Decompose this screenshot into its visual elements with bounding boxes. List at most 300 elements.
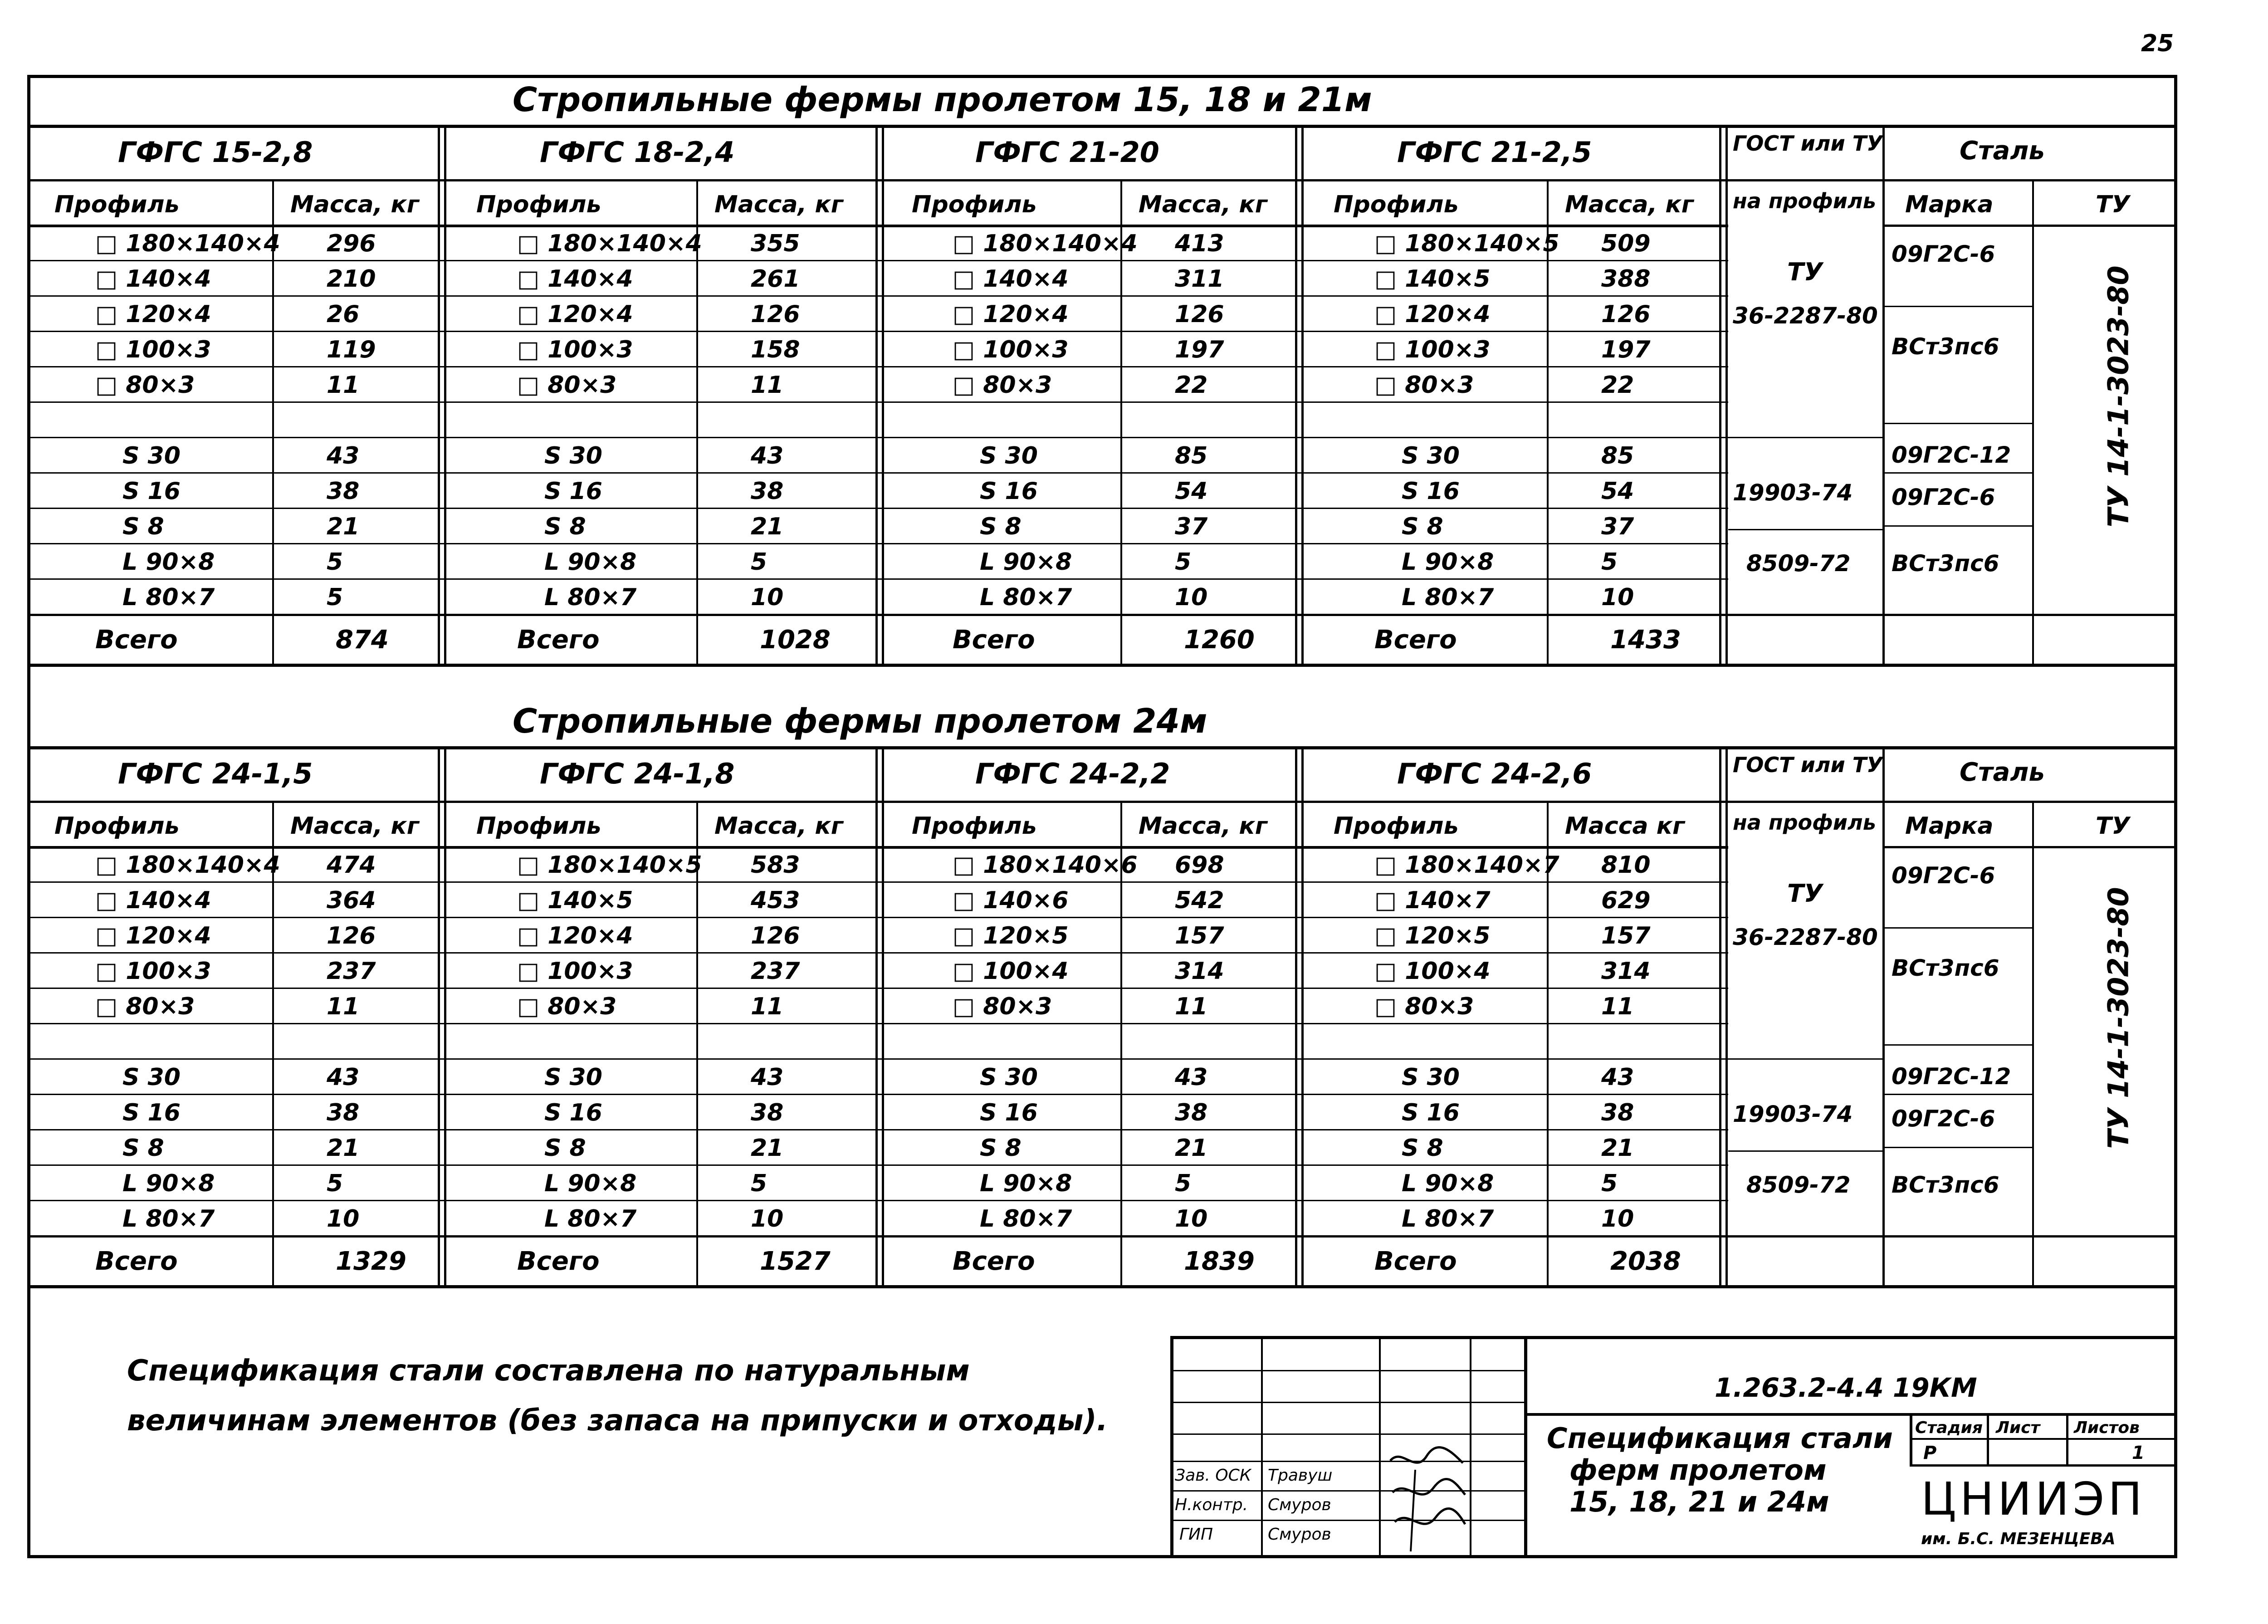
sheet-title-2: ферм пролетом [1569,1453,1827,1487]
row-rule [27,1094,1728,1095]
profile-cell: S 30 [544,442,602,470]
mass-cell: 38 [327,1099,360,1126]
profile-cell: S 8 [1402,513,1443,540]
tb-row-line [1170,1433,1524,1435]
truss-name: ГФГС 24-2,6 [1397,757,1592,790]
mass-cell: 43 [327,1064,360,1091]
row-rule [1882,306,2032,307]
profile-cell: □ 140×4 [95,265,211,293]
row-rule [1882,846,2177,848]
profile-cell: S 8 [980,1135,1022,1162]
mass-cell: 509 [1601,230,1651,257]
row-rule [27,437,1728,438]
mass-cell: 11 [327,993,360,1020]
truss-name: ГФГС 24-2,2 [975,757,1170,790]
tb-row-line [1170,1520,1524,1521]
mass-cell: 474 [327,851,376,879]
profile-header: Профиль [476,812,601,840]
gost-value: 36-2287-80 [1733,303,1878,329]
total-label: Всего [517,625,600,655]
tb-row-line [1170,1370,1524,1371]
profile-cell: L 80×7 [1402,584,1494,611]
mass-cell: 38 [1175,1099,1208,1126]
tb-top-line [1170,1336,2177,1339]
marka-value: 09Г2С-6 [1892,241,1995,267]
marka-header: Марка [1905,191,1994,218]
profile-cell: S 16 [1402,478,1460,505]
row-rule [27,260,1728,261]
profile-cell: □ 80×3 [953,372,1052,399]
table-rule [27,664,2177,667]
mass-header: Масса, кг [290,191,419,218]
mass-cell: 22 [1175,372,1208,399]
mass-cell: 698 [1175,851,1224,879]
profile-cell: □ 180×140×4 [95,851,280,879]
profile-cell: L 90×8 [544,1170,637,1197]
person-role: Зав. ОСК [1175,1466,1251,1485]
mass-cell: 158 [751,336,800,363]
page-number: 25 [2141,30,2174,57]
col-rule [444,746,446,1285]
total-value: 2038 [1610,1247,1681,1276]
tb-row-line [1524,1413,2177,1416]
profile-cell: □ 120×4 [953,301,1069,328]
profile-cell: S 8 [980,513,1022,540]
gost-value: 19903-74 [1733,479,1853,506]
profile-cell: L 90×8 [1402,1170,1494,1197]
mass-cell: 311 [1175,265,1224,293]
mass-cell: 21 [1601,1135,1634,1162]
gost-value: 8509-72 [1746,1172,1851,1198]
row-rule [27,881,1728,883]
profile-cell: □ 100×3 [517,336,633,363]
col-rule [1725,125,1728,664]
table-rule [27,179,2177,181]
profile-cell: S 8 [544,1135,586,1162]
mass-cell: 157 [1175,922,1224,949]
total-label: Всего [953,625,1035,655]
mass-cell: 126 [1175,301,1224,328]
table-rule [27,125,2177,128]
mass-cell: 364 [327,887,376,914]
marka-value: ВСт3пс6 [1892,333,1999,360]
truss-name: ГФГС 21-2,5 [1397,136,1592,169]
mass-cell: 355 [751,230,800,257]
profile-header: Профиль [912,812,1037,840]
mass-cell: 126 [751,301,800,328]
mass-cell: 5 [1601,1170,1618,1197]
mass-cell: 810 [1601,851,1651,879]
total-label: Всего [1374,1247,1457,1276]
total-value: 874 [336,625,389,655]
mass-cell: 21 [327,1135,360,1162]
mass-cell: 5 [1175,548,1192,576]
row-rule [27,331,1728,332]
row-rule [27,1058,1728,1060]
row-rule [27,1129,1728,1130]
profile-cell: □ 80×3 [517,993,617,1020]
tb-row-line [1170,1402,1524,1403]
mass-cell: 210 [327,265,376,293]
table-rule [27,1235,2177,1238]
mass-cell: 22 [1601,372,1634,399]
mass-cell: 5 [751,1170,767,1197]
col-rule [875,746,878,1285]
tu-vertical: ТУ 14-1-3023-80 [2102,265,2135,528]
total-label: Всего [95,625,178,655]
total-value: 1527 [760,1247,831,1276]
profile-cell: □ 140×4 [517,265,633,293]
mass-cell: 388 [1601,265,1651,293]
mass-cell: 5 [1601,548,1618,576]
mass-cell: 54 [1175,478,1208,505]
total-label: Всего [953,1247,1035,1276]
row-rule [1882,423,2032,424]
sheet-title-3: 15, 18, 21 и 24м [1569,1485,1829,1518]
row-rule [27,952,1728,954]
truss-name: ГФГС 24-1,8 [540,757,735,790]
profile-cell: □ 100×3 [1374,336,1491,363]
profile-cell: L 80×7 [544,1205,637,1233]
mass-cell: 43 [327,442,360,470]
tb-col-line [1379,1336,1381,1558]
profile-cell: □ 180×140×5 [1374,230,1559,257]
row-rule [1882,1044,2032,1046]
mass-header: Масса, кг [1565,191,1694,218]
gost-value: 8509-72 [1746,550,1851,577]
row-rule [1882,472,2032,474]
mass-cell: 43 [1175,1064,1208,1091]
person-name: Смуров [1268,1525,1331,1544]
profile-cell: □ 140×6 [953,887,1069,914]
mass-cell: 11 [1601,993,1634,1020]
col-rule [1882,125,1885,664]
drawing-code: 1.263.2-4.4 19КМ [1715,1372,1977,1403]
signatures [1383,1443,1470,1556]
org-name: ЦНИИЭП [1921,1472,2146,1526]
profile-cell: L 80×7 [544,584,637,611]
row-rule [1882,1094,2032,1095]
profile-cell: □ 180×140×7 [1374,851,1559,879]
profile-header: Профиль [476,191,601,218]
profile-cell: S 30 [122,442,181,470]
col-rule [875,125,878,664]
mass-cell: 583 [751,851,800,879]
col-rule [1719,746,1721,1285]
profile-cell: □ 100×3 [953,336,1069,363]
mass-cell: 21 [751,513,784,540]
mass-cell: 11 [1175,993,1208,1020]
mass-cell: 5 [327,1170,343,1197]
mass-cell: 10 [751,1205,784,1233]
mass-cell: 629 [1601,887,1651,914]
tu-header: ТУ [2096,812,2130,840]
mass-cell: 10 [1601,1205,1634,1233]
mass-cell: 237 [327,958,376,985]
mass-cell: 85 [1601,442,1634,470]
mass-cell: 11 [751,993,784,1020]
col-rule [1301,746,1304,1285]
mass-header: Масса, кг [1139,191,1267,218]
mass-cell: 5 [327,548,343,576]
profile-cell: □ 80×3 [1374,993,1474,1020]
profile-cell: S 30 [1402,442,1460,470]
stage-value: Р [1923,1443,1937,1463]
profile-cell: S 8 [544,513,586,540]
gost-value: ТУ [1787,258,1823,286]
profile-cell: S 30 [980,442,1038,470]
truss-name: ГФГС 24-1,5 [118,757,313,790]
profile-cell: L 80×7 [980,584,1072,611]
profile-cell: S 30 [544,1064,602,1091]
profile-cell: S 8 [1402,1135,1443,1162]
truss-name: ГФГС 21-20 [975,136,1159,169]
profile-cell: S 16 [544,1099,602,1126]
mass-cell: 10 [1601,584,1634,611]
mass-cell: 43 [751,1064,784,1091]
mass-cell: 413 [1175,230,1224,257]
profile-cell: L 90×8 [544,548,637,576]
row-rule [27,1200,1728,1201]
gost-value: ТУ [1787,879,1823,908]
mass-cell: 21 [751,1135,784,1162]
profile-cell: □ 140×5 [517,887,633,914]
mass-cell: 157 [1601,922,1651,949]
row-rule [27,401,1728,403]
person-role: ГИП [1179,1525,1213,1544]
profile-cell: □ 100×3 [517,958,633,985]
table-rule [27,746,2177,749]
tb-row-line [1170,1461,1524,1462]
profile-cell: S 16 [980,478,1038,505]
profile-header: Профиль [912,191,1037,218]
gost-value: 36-2287-80 [1733,924,1878,950]
steel-header: Сталь [1960,136,2045,166]
truss-name: ГФГС 18-2,4 [540,136,735,169]
row-rule [27,543,1728,544]
marka-value: 09Г2С-12 [1892,1063,2011,1090]
mass-cell: 85 [1175,442,1208,470]
profile-cell: S 8 [122,513,164,540]
org-sub: им. Б.С. МЕЗЕНЦЕВА [1921,1530,2116,1548]
table-rule [27,801,2177,803]
profile-cell: L 80×7 [980,1205,1072,1233]
total-label: Всего [95,1247,178,1276]
profile-cell: □ 80×3 [1374,372,1474,399]
profile-cell: L 80×7 [1402,1205,1494,1233]
mass-cell: 37 [1601,513,1634,540]
mass-cell: 26 [327,301,360,328]
mass-cell: 38 [751,478,784,505]
sheet-title-1: Спецификация стали [1547,1422,1893,1455]
profile-cell: L 90×8 [980,548,1072,576]
total-value: 1839 [1184,1247,1255,1276]
profile-header: Профиль [1334,812,1459,840]
row-rule [27,988,1728,989]
mass-cell: 542 [1175,887,1224,914]
profile-cell: S 16 [122,1099,181,1126]
mass-cell: 38 [751,1099,784,1126]
total-label: Всего [517,1247,600,1276]
row-rule [27,917,1728,918]
mass-cell: 126 [327,922,376,949]
mass-cell: 11 [751,372,784,399]
col-rule [1301,125,1304,664]
profile-cell: L 90×8 [1402,548,1494,576]
col-rule [438,746,440,1285]
marka-value: 09Г2С-12 [1892,442,2011,468]
mass-cell: 54 [1601,478,1634,505]
table-rule [27,846,1728,849]
gost-value: 19903-74 [1733,1101,1853,1127]
col-rule [1295,746,1297,1285]
total-value: 1260 [1184,625,1255,655]
tu-vertical: ТУ 14-1-3023-80 [2102,887,2135,1149]
mass-cell: 10 [1175,1205,1208,1233]
row-rule [1728,437,1882,438]
person-role: Н.контр. [1175,1496,1248,1514]
profile-cell: S 16 [122,478,181,505]
row-rule [27,295,1728,297]
profile-cell: S 16 [1402,1099,1460,1126]
section-title: Стропильные фермы пролетом 15, 18 и 21м [513,80,1372,119]
col-rule [2032,801,2034,1285]
mass-header: Масса, кг [290,812,419,840]
mass-header: Масса, кг [1139,812,1267,840]
sheet-header: Лист [1996,1419,2040,1437]
profile-cell: □ 100×3 [95,958,211,985]
profile-cell: □ 80×3 [95,372,195,399]
col-rule [438,125,440,664]
truss-name: ГФГС 15-2,8 [118,136,313,169]
sheets-header: Листов [2074,1419,2140,1437]
profile-header: Профиль [54,812,180,840]
col-rule [444,125,446,664]
gost-header: ГОСТ или ТУ [1733,131,1883,156]
profile-cell: S 30 [122,1064,181,1091]
sheet-value: 1 [2132,1443,2145,1463]
mass-cell: 10 [327,1205,360,1233]
marka-header: Марка [1905,812,1994,840]
profile-cell: □ 120×5 [1374,922,1491,949]
profile-cell: S 30 [1402,1064,1460,1091]
profile-cell: □ 120×4 [517,922,633,949]
mass-header: Масса, кг [714,812,843,840]
total-value: 1433 [1610,625,1681,655]
mass-cell: 38 [327,478,360,505]
row-rule [1728,529,1882,530]
profile-cell: □ 80×3 [95,993,195,1020]
total-label: Всего [1374,625,1457,655]
col-rule [1295,125,1297,664]
col-rule [882,746,884,1285]
profile-cell: S 8 [122,1135,164,1162]
person-name: Смуров [1268,1496,1331,1514]
row-rule [1882,1147,2032,1148]
row-rule [1882,927,2032,929]
mass-cell: 314 [1601,958,1651,985]
row-rule [27,366,1728,367]
mass-cell: 197 [1175,336,1224,363]
mass-cell: 10 [1175,584,1208,611]
row-rule [1728,1058,1882,1060]
mass-cell: 296 [327,230,376,257]
note-line-2: величинам элементов (без запаса на припуски и отходы). [127,1404,1108,1438]
col-rule [1719,125,1721,664]
marka-value: 09Г2С-6 [1892,484,1995,510]
col-rule [2032,179,2034,664]
mass-cell: 37 [1175,513,1208,540]
table-rule [27,614,2177,616]
row-rule [1882,225,2177,227]
tb-row-line [1170,1490,1524,1492]
tb-row-line [1910,1464,2177,1467]
table-rule [27,225,1728,227]
mass-cell: 453 [751,887,800,914]
total-value: 1329 [336,1247,406,1276]
profile-cell: □ 120×4 [517,301,633,328]
profile-cell: □ 180×140×4 [517,230,702,257]
mass-header: Масса кг [1565,812,1685,840]
mass-cell: 5 [1175,1170,1192,1197]
profile-cell: □ 120×4 [1374,301,1491,328]
row-rule [27,1164,1728,1166]
marka-value: ВСт3пс6 [1892,1172,1999,1198]
profile-cell: □ 120×4 [95,301,211,328]
profile-cell: L 80×7 [122,584,215,611]
profile-cell: □ 80×3 [517,372,617,399]
mass-cell: 5 [751,548,767,576]
profile-cell: L 90×8 [980,1170,1072,1197]
profile-header: Профиль [1334,191,1459,218]
col-rule [1882,746,1885,1285]
gost-header: на профиль [1733,189,1876,213]
gost-header: на профиль [1733,810,1876,835]
row-rule [27,578,1728,580]
row-rule [1728,1150,1882,1152]
mass-cell: 43 [1601,1064,1634,1091]
marka-value: 09Г2С-6 [1892,1105,1995,1132]
row-rule [27,472,1728,474]
profile-cell: □ 100×4 [1374,958,1491,985]
profile-cell: □ 180×140×4 [953,230,1138,257]
tu-header: ТУ [2096,191,2130,218]
profile-cell: □ 100×4 [953,958,1069,985]
person-name: Травуш [1268,1466,1333,1485]
profile-cell: □ 180×140×6 [953,851,1138,879]
mass-cell: 21 [1175,1135,1208,1162]
profile-cell: □ 140×4 [95,887,211,914]
mass-cell: 197 [1601,336,1651,363]
tb-left-line [1170,1336,1173,1558]
col-rule [882,125,884,664]
profile-cell: S 16 [544,478,602,505]
profile-cell: L 90×8 [122,548,215,576]
mass-cell: 43 [751,442,784,470]
mass-cell: 126 [1601,301,1651,328]
tb-col-line [1261,1336,1263,1558]
profile-cell: □ 140×5 [1374,265,1491,293]
mass-header: Масса, кг [714,191,843,218]
note-line-1: Спецификация стали составлена по натуральным [127,1354,970,1388]
total-value: 1028 [760,625,831,655]
mass-cell: 126 [751,922,800,949]
gost-header: ГОСТ или ТУ [1733,753,1883,777]
profile-cell: □ 140×4 [953,265,1069,293]
profile-cell: □ 80×3 [953,993,1052,1020]
col-rule [1725,746,1728,1285]
profile-header: Профиль [54,191,180,218]
